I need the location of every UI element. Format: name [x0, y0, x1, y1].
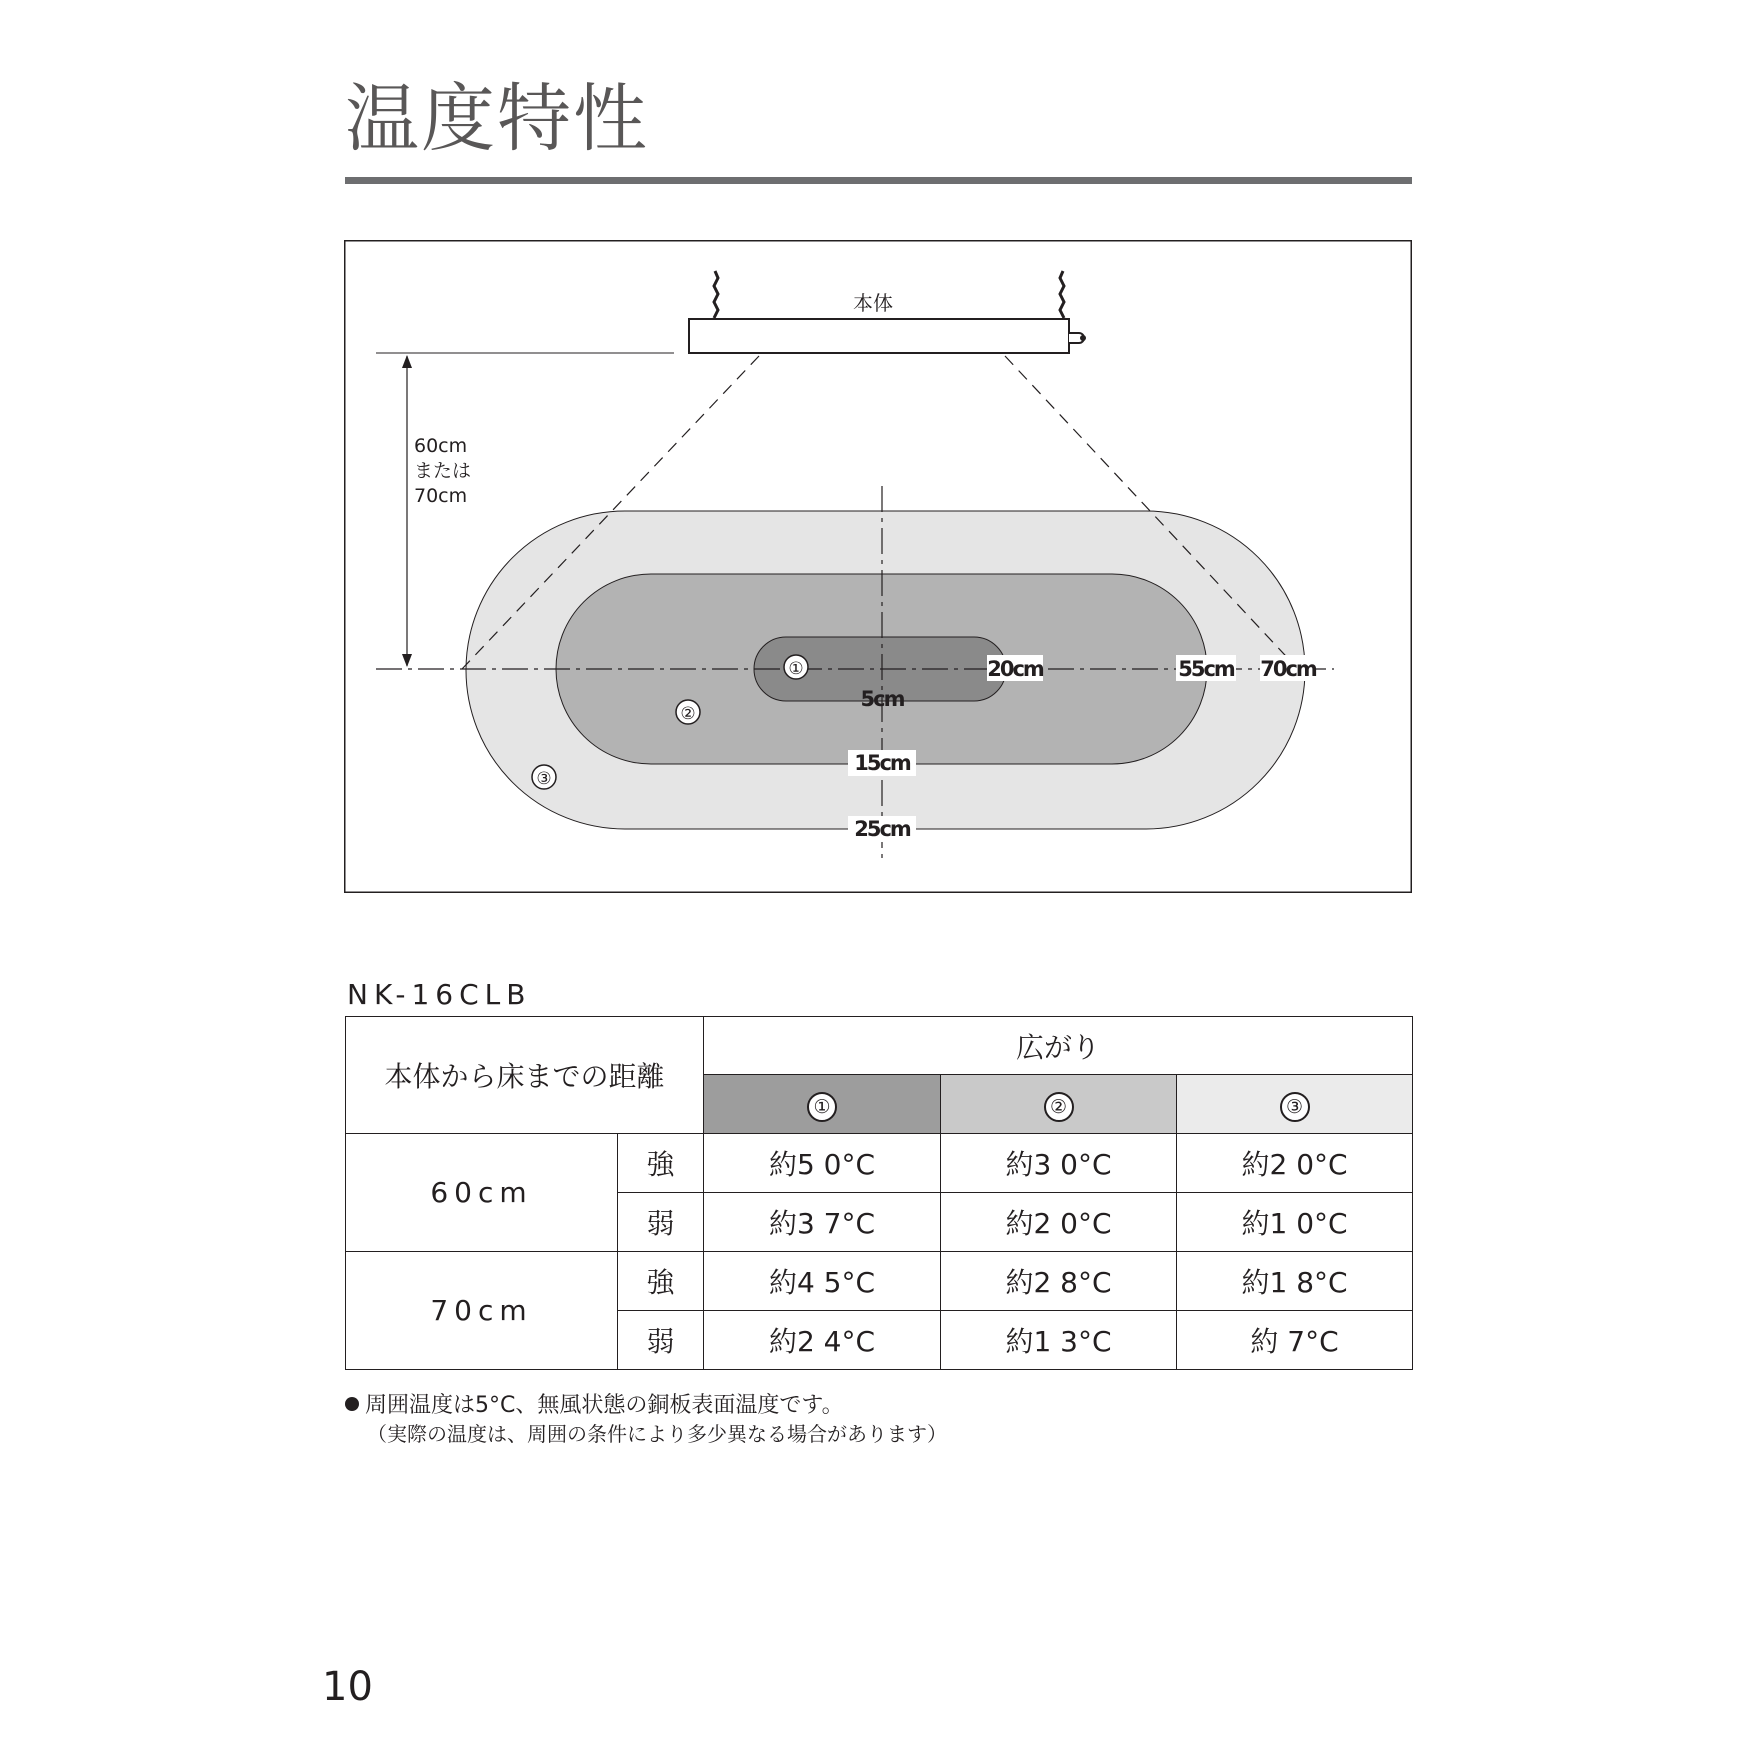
svg-text:②: ② — [680, 704, 696, 724]
height-arrow-top — [402, 355, 412, 368]
header-zone-3: ③ — [1177, 1075, 1413, 1134]
notes — [345, 1392, 947, 1448]
distance-60: 60cm — [346, 1134, 618, 1252]
height-label-60: 60cm — [414, 435, 468, 457]
temp-cell: 約2 0°C — [941, 1193, 1177, 1252]
zone3-width-label: 25cm — [854, 817, 910, 841]
zone1-marker — [784, 655, 808, 679]
zone2-length-label: 55cm — [1178, 657, 1234, 681]
table-row — [346, 1252, 1413, 1311]
temp-cell: 約1 8°C — [1177, 1252, 1413, 1311]
zone2-width-label: 15cm — [854, 751, 910, 775]
svg-text:①: ① — [788, 659, 804, 679]
note-line-2: （実際の温度は、周囲の条件により多少異なる場合があります） — [367, 1422, 947, 1446]
temp-cell: 約4 5°C — [704, 1252, 941, 1311]
mode-cell: 弱 — [618, 1193, 704, 1252]
note-line-1: 周囲温度は5°C、無風状態の銅板表面温度です。 — [365, 1393, 844, 1418]
header-zone-1: ① — [704, 1075, 941, 1134]
temp-cell: 約3 0°C — [941, 1134, 1177, 1193]
temp-cell: 約1 3°C — [941, 1311, 1177, 1370]
zone1-width-label: 5cm — [860, 687, 904, 711]
table-row — [346, 1134, 1413, 1193]
svg-text:③: ③ — [536, 769, 552, 789]
heater-body — [689, 319, 1069, 353]
header-distance: 本体から床までの距離 — [346, 1017, 704, 1134]
temp-cell: 約1 0°C — [1177, 1193, 1413, 1252]
page-number: 10 — [322, 1664, 373, 1710]
zone3-marker — [532, 765, 556, 789]
temp-cell: 約2 4°C — [704, 1311, 941, 1370]
bullet-icon — [345, 1397, 359, 1411]
header-spread: 広がり — [704, 1017, 1413, 1075]
chain-right — [1060, 271, 1064, 318]
height-label-70: 70cm — [414, 485, 468, 507]
temp-cell: 約5 0°C — [704, 1134, 941, 1193]
heat-spread-diagram — [344, 240, 1412, 893]
temp-cell: 約2 0°C — [1177, 1134, 1413, 1193]
heater-label: 本体 — [853, 291, 893, 315]
temperature-table — [345, 1016, 1413, 1370]
zone3-length-label: 70cm — [1260, 657, 1316, 681]
zone2-marker — [676, 700, 700, 724]
mode-cell: 強 — [618, 1134, 704, 1193]
height-label-or: または — [414, 460, 472, 482]
header-zone-2: ② — [941, 1075, 1177, 1134]
height-arrow-bottom — [402, 654, 412, 667]
distance-70: 70cm — [346, 1252, 618, 1370]
page-title: 温度特性 — [345, 76, 649, 162]
mode-cell: 強 — [618, 1252, 704, 1311]
model-name: NK-16CLB — [347, 978, 532, 1011]
zone1-length-label: 20cm — [987, 657, 1043, 681]
title-underline — [345, 177, 1412, 184]
mode-cell: 弱 — [618, 1311, 704, 1370]
temp-cell: 約3 7°C — [704, 1193, 941, 1252]
temp-cell: 約 7°C — [1177, 1311, 1413, 1370]
temp-cell: 約2 8°C — [941, 1252, 1177, 1311]
chain-left — [714, 271, 718, 318]
